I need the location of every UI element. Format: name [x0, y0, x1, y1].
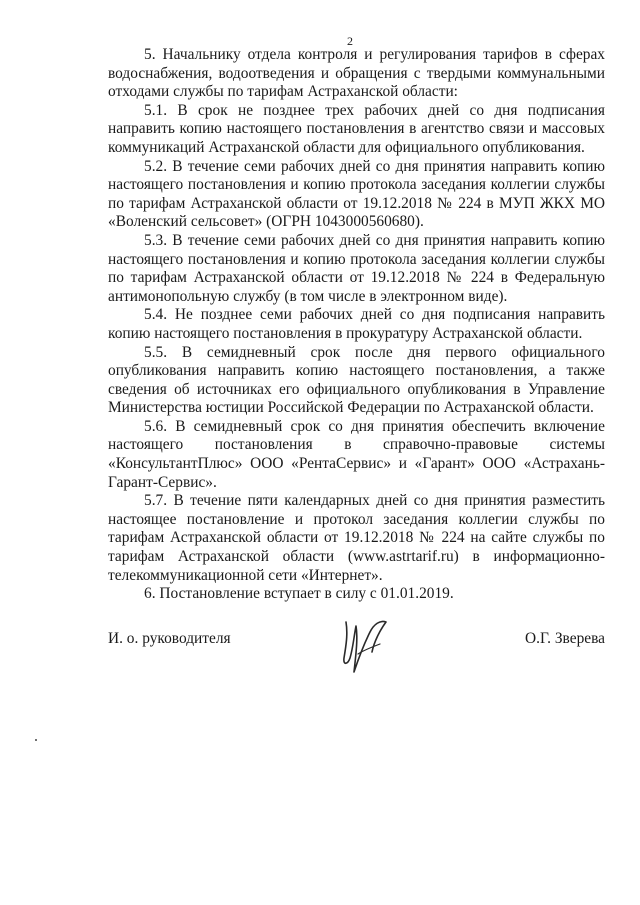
paragraph-5-7: 5.7. В течение пяти календарных дней со дня принятия разместить настоящее постановление и протокол заседания коллегии службы по тарифам Астраханской области от 19.12.2018 № 224 на сайте службы по тарифам Астраханской области (www.astrtarif.ru) в информационно-телекоммуникационной сети «Интернет».: [108, 492, 605, 584]
paragraph-5-3: 5.3. В течение семи рабочих дней со дня принятия направить копию настоящего постановления и копию протокола заседания коллегии службы по тарифам Астраханской области от 19.12.2018 № 224 в Федеральную антимонопольную службу (в том числе в электронном виде).: [108, 231, 605, 305]
paragraph-5-1: 5.1. В срок не позднее трех рабочих дней со дня подписания направить копию настоящего постановления в агентство связи и массовых коммуникаций Астраханской области для официального опубликования.: [108, 101, 605, 156]
signatory-title: И. о. руководителя: [108, 630, 231, 647]
paragraph-6: 6. Постановление вступает в силу с 01.01.2019.: [144, 585, 454, 603]
paragraph-5-4: 5.4. Не позднее семи рабочих дней со дня подписания направить копию настоящего постановления в прокуратуру Астраханской области.: [108, 306, 605, 342]
scan-speck: [35, 739, 37, 741]
handwritten-signature-icon: [336, 614, 400, 678]
signatory-name: О.Г. Зверева: [525, 630, 605, 647]
document-body: [108, 46, 605, 604]
page-number: 2: [347, 34, 353, 48]
paragraph-5-6: 5.6. В семидневный срок со дня принятия обеспечить включение настоящего постановления в справочно-правовые системы «КонсультантПлюс» ООО «РентаСервис» и «Гарант» ООО «Астрахань-Гарант-Сервис».: [108, 417, 605, 491]
paragraph-5-2: 5.2. В течение семи рабочих дней со дня принятия направить копию настоящего постановления и копию протокола заседания коллегии службы по тарифам Астраханской области от 19.12.2018 № 224 в МУП ЖКХ МО «Воленский сельсовет» (ОГРН 1043000560680).: [108, 157, 605, 231]
paragraph-5: 5. Начальнику отдела контроля и регулирования тарифов в сферах водоснабжения, водоотведения и обращения с твердыми коммунальными отходами службы по тарифам Астраханской области:: [108, 46, 605, 101]
paragraph-5-5: 5.5. В семидневный срок после дня первого официального опубликования направить копию настоящего постановления, а также сведения об источниках его официального опубликования в Управление Министерства юстиции Российской Федерации по Астраханской области.: [108, 343, 605, 417]
signature-block: [108, 622, 605, 682]
